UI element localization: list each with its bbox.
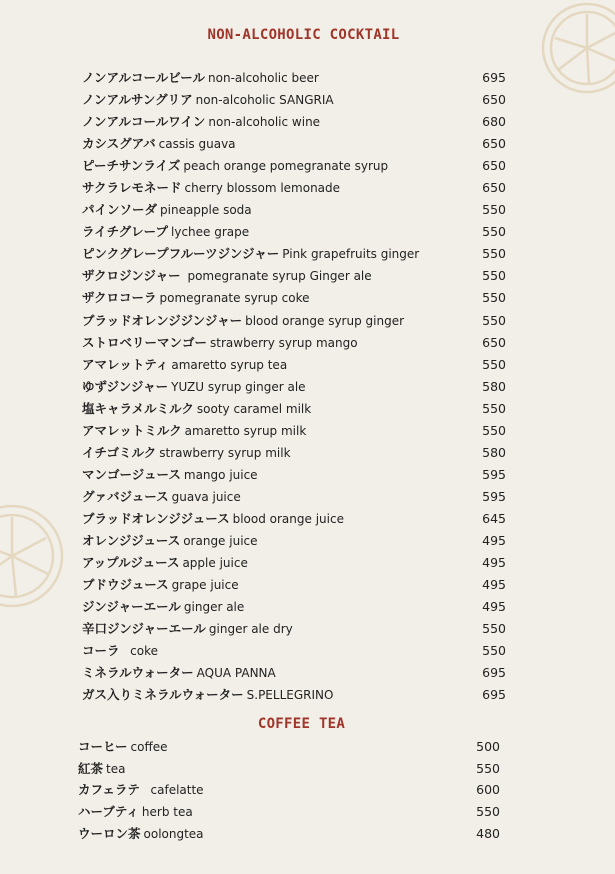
menu-item-price: 645 <box>482 510 506 526</box>
menu-item-price: 495 <box>482 577 506 593</box>
menu-item-japanese-name: 塩キャラメルミルク <box>82 400 194 416</box>
menu-item-japanese-name: ブラッドオレンジジンジャー <box>82 312 243 328</box>
menu-item <box>82 354 506 376</box>
menu-item-price: 495 <box>482 532 506 548</box>
menu-item-name <box>82 376 306 398</box>
menu-item-english-name: amaretto syrup milk <box>184 423 307 438</box>
menu-item-name <box>82 486 241 508</box>
menu-item-name <box>82 243 419 265</box>
menu-item-name <box>82 420 306 442</box>
menu-item-japanese-name: ウーロン茶 <box>78 825 141 841</box>
menu-item-name <box>82 177 340 199</box>
menu-item-english-name: pomegranate syrup coke <box>159 291 310 306</box>
menu-item-price: 550 <box>482 356 506 372</box>
menu-item-japanese-name: 紅茶 <box>78 760 104 776</box>
menu-item-english-name: coffee <box>130 740 168 754</box>
menu-item-japanese-name: アマレットミルク <box>82 422 182 438</box>
menu-item <box>82 530 506 552</box>
menu-item <box>82 376 506 398</box>
menu-item <box>82 111 506 133</box>
menu-item-name <box>82 111 320 133</box>
menu-item-japanese-name: 辛口ジンジャーエール <box>82 621 206 637</box>
menu-item-japanese-name: ピーチサンライズ <box>82 158 181 174</box>
menu-item-price: 695 <box>482 70 506 85</box>
menu-item-price: 550 <box>482 643 506 659</box>
menu-item <box>82 67 506 89</box>
menu-item-name <box>82 508 344 530</box>
menu-item-english-name: cassis guava <box>158 137 236 152</box>
menu-item <box>82 155 506 177</box>
menu-item-japanese-name: マンゴージュース <box>82 466 181 482</box>
menu-item-english-name: blood orange syrup ginger <box>245 313 405 328</box>
menu-item-english-name: orange juice <box>183 533 258 548</box>
menu-item <box>82 508 506 530</box>
menu-item <box>82 420 506 442</box>
menu-item-english-name: non-alcoholic wine <box>208 115 321 130</box>
menu-item-price: 550 <box>482 290 506 306</box>
menu-item-english-name: S.PELLEGRINO <box>246 688 334 703</box>
menu-item-english-name: pineapple soda <box>160 203 252 218</box>
menu-item-english-name: oolongtea <box>143 826 204 841</box>
menu-item-name <box>78 736 168 758</box>
menu-item <box>78 758 500 780</box>
section-title-coffee-tea: COFFEE TEA <box>257 716 346 732</box>
menu-item-price: 550 <box>482 400 506 416</box>
menu-item-japanese-name: ガス入りミネラルウォーター <box>82 687 244 703</box>
menu-item <box>82 243 506 265</box>
menu-item-english-name: mango juice <box>183 467 258 482</box>
menu-item <box>82 332 506 354</box>
menu-item-price: 550 <box>476 804 500 820</box>
menu-item-price: 650 <box>482 180 506 196</box>
menu-item-japanese-name: ミネラルウォーター <box>82 665 194 681</box>
menu-item-english-name: sooty caramel milk <box>196 401 312 416</box>
menu-item-price: 650 <box>482 92 506 108</box>
menu-item-name <box>82 265 372 287</box>
menu-item-name <box>82 221 249 243</box>
menu-item-japanese-name: サクラレモネード <box>82 180 182 196</box>
menu-item-price: 600 <box>476 782 500 798</box>
menu-item-japanese-name: ノンアルコールビール <box>82 70 206 85</box>
menu-item-english-name: grape juice <box>171 578 239 593</box>
menu-item-name <box>82 684 333 706</box>
menu-item-english-name: Pink grapefruits ginger <box>282 247 420 262</box>
menu-item <box>78 801 500 823</box>
menu-item-name <box>78 801 193 823</box>
menu-item-name <box>82 199 252 221</box>
menu-item-name <box>82 552 248 574</box>
menu-item-name <box>78 823 204 845</box>
menu-item-price: 495 <box>482 599 506 615</box>
menu-item <box>82 596 506 618</box>
menu-item-english-name: amaretto syrup tea <box>171 357 288 372</box>
menu-item-price: 650 <box>482 158 506 174</box>
menu-item-english-name: strawberry syrup mango <box>210 335 358 350</box>
menu-item-name <box>82 67 319 89</box>
menu-item <box>82 310 506 332</box>
menu-item-japanese-name: ゆずジンジャー <box>82 378 169 394</box>
menu-item-price: 495 <box>482 555 506 571</box>
menu-item-japanese-name: パインソーダ <box>82 202 158 218</box>
menu-item-name <box>82 310 404 332</box>
menu-item <box>82 265 506 287</box>
menu-item-english-name: herb tea <box>141 805 193 820</box>
menu-item-price: 550 <box>476 760 500 776</box>
menu-item-english-name: apple juice <box>182 556 248 571</box>
menu-item-english-name: coke <box>122 644 158 659</box>
menu-item-english-name: pomegranate syrup Ginger ale <box>183 269 372 284</box>
menu-item <box>78 736 500 758</box>
menu-item-name <box>82 574 239 596</box>
menu-item <box>82 199 506 221</box>
menu-item <box>82 177 506 199</box>
menu-item-price: 650 <box>482 136 506 152</box>
menu-item-price: 550 <box>482 224 506 240</box>
menu-item <box>82 89 506 111</box>
menu-item <box>82 133 506 155</box>
menu-item-japanese-name: グァバジュース <box>82 488 169 504</box>
menu-item-japanese-name: ブラッドオレンジジュース <box>82 510 230 526</box>
menu-item-japanese-name: ノンアルコールワイン <box>82 114 206 130</box>
menu-item-name <box>78 758 125 780</box>
menu-item-price: 580 <box>482 378 506 394</box>
menu-item-price: 680 <box>482 114 506 130</box>
menu-item <box>82 442 506 464</box>
menu-item-japanese-name: コーラ <box>82 643 120 659</box>
menu-item <box>78 823 500 845</box>
menu-item-japanese-name: ノンアルサングリア <box>82 92 193 108</box>
menu-item-english-name: guava juice <box>171 489 241 504</box>
menu-item <box>78 779 500 801</box>
menu-item-japanese-name: ストロベリーマンゴー <box>82 334 208 350</box>
menu-item-price: 595 <box>482 488 506 504</box>
menu-item <box>82 684 506 706</box>
menu-item-price: 580 <box>482 444 506 460</box>
menu-item-name <box>82 464 258 486</box>
menu-item <box>82 464 506 486</box>
menu-item-name <box>82 398 311 420</box>
menu-item-english-name: non-alcoholic beer <box>208 71 319 85</box>
menu-item <box>82 287 506 309</box>
menu-item-japanese-name: ハーブティ <box>78 804 139 820</box>
menu-item-japanese-name: アップルジュース <box>82 555 180 571</box>
menu-item-name <box>82 618 293 640</box>
menu-item <box>82 640 506 662</box>
menu-item <box>82 574 506 596</box>
menu-item-english-name: cafelatte <box>142 783 204 798</box>
menu-item <box>82 398 506 420</box>
menu-item-price: 500 <box>476 739 500 754</box>
menu-item-name <box>82 89 334 111</box>
menu-item <box>82 486 506 508</box>
menu-item-japanese-name: ジンジャーエール <box>82 599 181 615</box>
menu-item-price: 695 <box>482 687 506 703</box>
menu-item-japanese-name: コーヒー <box>78 739 128 754</box>
menu-item-price: 550 <box>482 621 506 637</box>
menu-item-name <box>82 354 287 376</box>
menu-item-name <box>82 662 276 684</box>
menu-item-japanese-name: ブドウジュース <box>82 577 169 593</box>
menu-item-name <box>82 596 244 618</box>
menu-item-price: 595 <box>482 466 506 482</box>
menu-item-price: 695 <box>482 665 506 681</box>
menu-item-price: 550 <box>482 268 506 284</box>
menu-item-english-name: cherry blossom lemonade <box>184 181 341 196</box>
menu-item-price: 550 <box>482 422 506 438</box>
menu-item-english-name: AQUA PANNA <box>196 666 276 681</box>
menu-item-name <box>78 779 204 801</box>
menu-item-english-name: non-alcoholic SANGRIA <box>195 93 334 108</box>
menu-item-japanese-name: カシスグアバ <box>82 136 156 152</box>
menu-item-name <box>82 155 388 177</box>
menu-item-name <box>82 133 236 155</box>
menu-item-japanese-name: アマレットティ <box>82 356 169 372</box>
menu-item-name <box>82 640 158 662</box>
menu-list-coffee-tea <box>78 736 500 844</box>
menu-item-name <box>82 442 291 464</box>
menu-item-english-name: ginger ale <box>183 600 245 615</box>
menu-item <box>82 221 506 243</box>
menu-item-japanese-name: オレンジジュース <box>82 532 181 548</box>
menu-item-english-name: ginger ale dry <box>208 622 293 637</box>
menu-item-price: 550 <box>482 312 506 328</box>
menu-item-name <box>82 287 309 309</box>
menu-item-english-name: lychee grape <box>171 225 250 240</box>
menu-list-non-alcoholic <box>82 67 506 706</box>
menu-item <box>82 662 506 684</box>
citrus-slice-icon <box>0 490 78 620</box>
menu-item-name <box>82 332 358 354</box>
menu-item-japanese-name: ライチグレープ <box>82 224 169 240</box>
menu-item-japanese-name: カフェラテ <box>78 782 140 798</box>
menu-item-price: 480 <box>476 825 500 841</box>
menu-item-price: 650 <box>482 334 506 350</box>
menu-item <box>82 552 506 574</box>
menu-item-japanese-name: ザクロコーラ <box>82 290 157 306</box>
menu-item-japanese-name: ピンクグレープフルーツジンジャー <box>82 246 280 262</box>
menu-item-english-name: blood orange juice <box>232 511 344 526</box>
menu-item-japanese-name: イチゴミルク <box>82 444 157 460</box>
menu-item-english-name: tea <box>106 761 126 776</box>
menu-item-price: 550 <box>482 202 506 218</box>
menu-item-english-name: strawberry syrup milk <box>159 445 291 460</box>
menu-item-japanese-name: ザクロジンジャー <box>82 268 181 284</box>
section-title-non-alcoholic: NON-ALCOHOLIC COCKTAIL <box>207 27 400 43</box>
menu-item-name <box>82 530 258 552</box>
menu-item-english-name: peach orange pomegranate syrup <box>183 159 389 174</box>
menu-item-price: 550 <box>482 246 506 262</box>
citrus-slice-icon <box>525 0 615 110</box>
menu-item <box>82 618 506 640</box>
menu-item-english-name: YUZU syrup ginger ale <box>171 379 306 394</box>
